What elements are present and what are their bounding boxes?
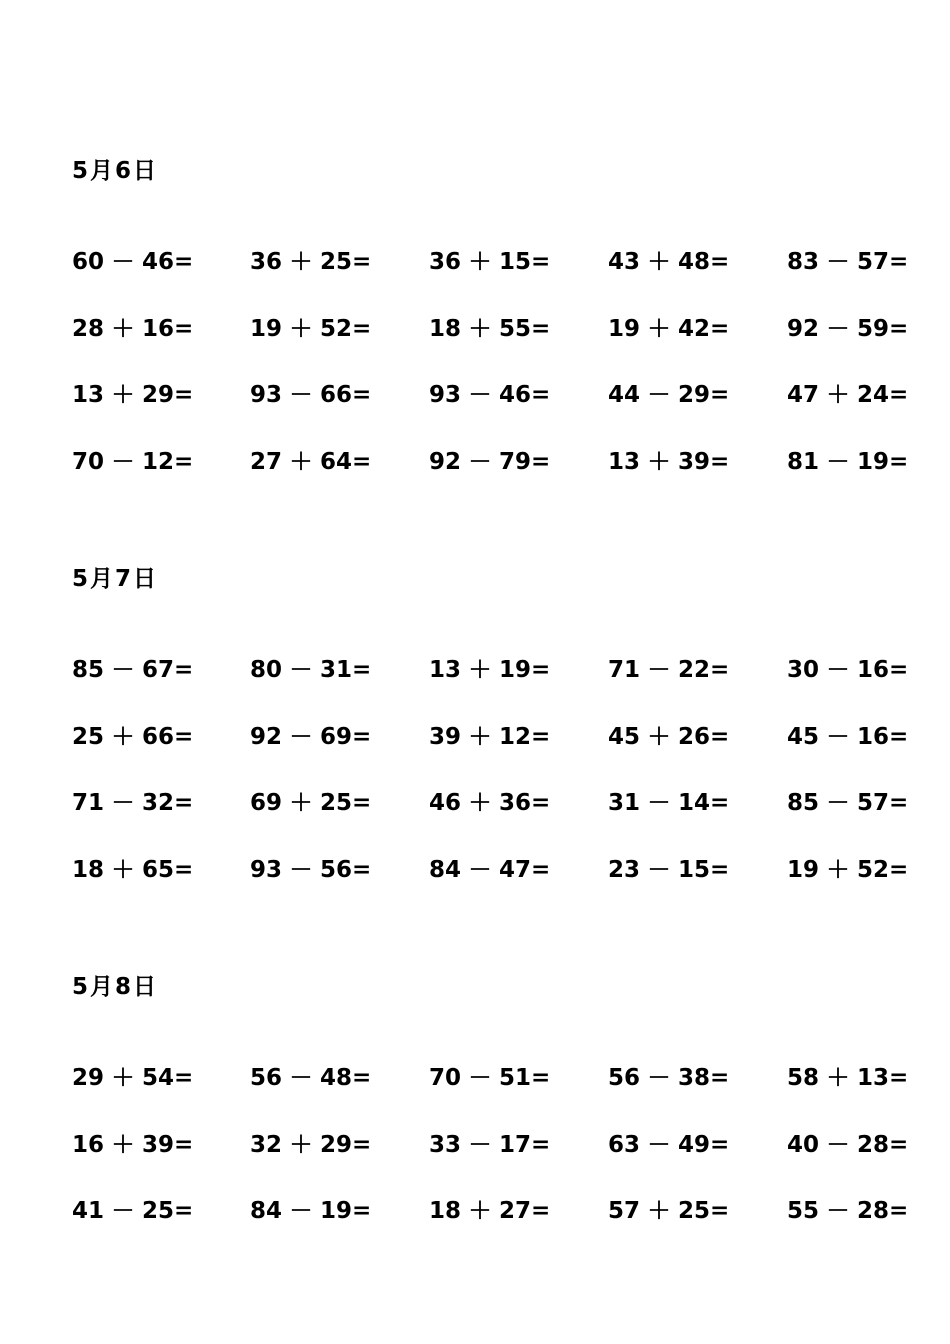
plus-sign: ＋ [289, 249, 313, 275]
plus-sign: ＋ [647, 1198, 671, 1225]
operand-b-equals: 17= [499, 1131, 551, 1158]
operand-b-equals: 39= [142, 1131, 194, 1158]
math-problem [72, 789, 193, 817]
operand-a: 43 [608, 249, 641, 275]
math-problem [250, 381, 371, 409]
plus-sign: ＋ [111, 1065, 135, 1091]
operand-a: 44 [608, 382, 641, 409]
minus-sign: － [826, 249, 850, 275]
operand-a: 93 [429, 382, 462, 409]
operand-b-equals: 57= [857, 249, 909, 275]
operand-b-equals: 46= [142, 249, 194, 275]
operand-a: 70 [72, 449, 105, 476]
operand-b-equals: 22= [678, 657, 730, 683]
section-date-title: 5月7日 [72, 566, 159, 592]
minus-sign: － [647, 657, 671, 683]
minus-sign: － [111, 249, 135, 275]
operand-a: 56 [250, 1065, 283, 1091]
operand-b-equals: 28= [857, 1131, 909, 1158]
operand-b-equals: 27= [499, 1198, 551, 1225]
operand-a: 19 [250, 315, 283, 342]
minus-sign: － [647, 1131, 671, 1158]
operand-a: 13 [72, 382, 105, 409]
operand-b-equals: 19= [499, 657, 551, 683]
operand-a: 93 [250, 857, 283, 884]
math-problem [787, 656, 908, 684]
operand-b-equals: 16= [142, 315, 194, 342]
operand-b-equals: 19= [857, 449, 909, 476]
operand-a: 39 [429, 723, 462, 750]
operand-b-equals: 56= [320, 857, 372, 884]
minus-sign: － [111, 1198, 135, 1225]
operand-a: 84 [250, 1198, 283, 1225]
math-problem [250, 1131, 371, 1159]
math-problem [72, 315, 193, 343]
math-problem [787, 448, 908, 476]
operand-b-equals: 55= [499, 315, 551, 342]
operand-a: 19 [608, 315, 641, 342]
operand-b-equals: 57= [857, 790, 909, 817]
math-problem [250, 1197, 371, 1225]
minus-sign: － [468, 449, 492, 476]
minus-sign: － [647, 790, 671, 817]
math-problem [787, 248, 908, 276]
operand-b-equals: 39= [678, 449, 730, 476]
operand-a: 85 [72, 657, 105, 683]
operand-a: 55 [787, 1198, 820, 1225]
operand-a: 92 [429, 449, 462, 476]
math-problem [429, 448, 550, 476]
minus-sign: － [468, 382, 492, 409]
operand-b-equals: 12= [499, 723, 551, 750]
operand-a: 40 [787, 1131, 820, 1158]
operand-a: 58 [787, 1065, 820, 1091]
math-problem [608, 315, 729, 343]
minus-sign: － [468, 857, 492, 884]
operand-a: 85 [787, 790, 820, 817]
operand-a: 36 [250, 249, 283, 275]
operand-b-equals: 13= [857, 1065, 909, 1091]
operand-b-equals: 14= [678, 790, 730, 817]
plus-sign: ＋ [468, 1198, 492, 1225]
operand-a: 84 [429, 857, 462, 884]
operand-a: 46 [429, 790, 462, 817]
minus-sign: － [289, 723, 313, 750]
operand-b-equals: 66= [142, 723, 194, 750]
math-problem [608, 381, 729, 409]
minus-sign: － [289, 1198, 313, 1225]
math-problem [787, 381, 908, 409]
math-problem [72, 1064, 193, 1092]
math-problem [72, 448, 193, 476]
operand-b-equals: 12= [142, 449, 194, 476]
operand-a: 71 [608, 657, 641, 683]
minus-sign: － [289, 382, 313, 409]
operand-b-equals: 19= [320, 1198, 372, 1225]
operand-a: 60 [72, 249, 105, 275]
operand-b-equals: 54= [142, 1065, 194, 1091]
operand-a: 13 [429, 657, 462, 683]
math-problem [250, 856, 371, 884]
math-problem [250, 656, 371, 684]
operand-a: 29 [72, 1065, 105, 1091]
operand-b-equals: 36= [499, 790, 551, 817]
section-date-title: 5月8日 [72, 974, 159, 1000]
plus-sign: ＋ [647, 449, 671, 476]
minus-sign: － [826, 657, 850, 683]
minus-sign: － [826, 1131, 850, 1158]
operand-b-equals: 59= [857, 315, 909, 342]
math-problem [429, 723, 550, 751]
plus-sign: ＋ [111, 723, 135, 750]
operand-b-equals: 31= [320, 657, 372, 683]
operand-a: 92 [787, 315, 820, 342]
plus-sign: ＋ [468, 315, 492, 342]
plus-sign: ＋ [289, 790, 313, 817]
plus-sign: ＋ [111, 382, 135, 409]
operand-a: 13 [608, 449, 641, 476]
operand-a: 81 [787, 449, 820, 476]
operand-b-equals: 32= [142, 790, 194, 817]
operand-a: 28 [72, 315, 105, 342]
math-problem [250, 448, 371, 476]
plus-sign: ＋ [826, 857, 850, 884]
math-problem [250, 723, 371, 751]
operand-a: 83 [787, 249, 820, 275]
plus-sign: ＋ [647, 723, 671, 750]
operand-b-equals: 64= [320, 449, 372, 476]
plus-sign: ＋ [289, 449, 313, 476]
math-problem [608, 856, 729, 884]
math-problem [429, 1197, 550, 1225]
math-problem [72, 1131, 193, 1159]
operand-b-equals: 47= [499, 857, 551, 884]
operand-a: 19 [787, 857, 820, 884]
minus-sign: － [289, 1065, 313, 1091]
operand-b-equals: 48= [320, 1065, 372, 1091]
operand-b-equals: 25= [320, 249, 372, 275]
operand-a: 56 [608, 1065, 641, 1091]
operand-b-equals: 67= [142, 657, 194, 683]
minus-sign: － [647, 857, 671, 884]
plus-sign: ＋ [468, 249, 492, 275]
math-problem [429, 381, 550, 409]
section-date-title: 5月6日 [72, 158, 159, 184]
operand-a: 18 [429, 315, 462, 342]
operand-b-equals: 38= [678, 1065, 730, 1091]
math-problem [608, 248, 729, 276]
math-problem [429, 856, 550, 884]
operand-a: 25 [72, 723, 105, 750]
math-problem [608, 656, 729, 684]
operand-a: 57 [608, 1198, 641, 1225]
operand-b-equals: 29= [320, 1131, 372, 1158]
math-problem [72, 656, 193, 684]
math-problem [608, 1197, 729, 1225]
operand-a: 32 [250, 1131, 283, 1158]
math-problem [72, 248, 193, 276]
operand-b-equals: 26= [678, 723, 730, 750]
math-problem [72, 723, 193, 751]
minus-sign: － [826, 1198, 850, 1225]
math-problem [429, 1064, 550, 1092]
minus-sign: － [826, 315, 850, 342]
math-problem [429, 656, 550, 684]
operand-a: 93 [250, 382, 283, 409]
minus-sign: － [111, 449, 135, 476]
operand-a: 33 [429, 1131, 462, 1158]
operand-a: 45 [608, 723, 641, 750]
math-problem [608, 723, 729, 751]
operand-b-equals: 25= [142, 1198, 194, 1225]
operand-b-equals: 46= [499, 382, 551, 409]
minus-sign: － [647, 1065, 671, 1091]
operand-b-equals: 25= [320, 790, 372, 817]
operand-b-equals: 66= [320, 382, 372, 409]
operand-b-equals: 16= [857, 657, 909, 683]
operand-a: 92 [250, 723, 283, 750]
minus-sign: － [289, 657, 313, 683]
operand-a: 31 [608, 790, 641, 817]
minus-sign: － [826, 790, 850, 817]
math-problem [787, 1197, 908, 1225]
math-problem [72, 381, 193, 409]
operand-a: 16 [72, 1131, 105, 1158]
plus-sign: ＋ [111, 1131, 135, 1158]
operand-a: 63 [608, 1131, 641, 1158]
operand-a: 30 [787, 657, 820, 683]
plus-sign: ＋ [111, 857, 135, 884]
operand-b-equals: 29= [678, 382, 730, 409]
math-problem [608, 448, 729, 476]
math-problem [608, 1131, 729, 1159]
math-problem [72, 1197, 193, 1225]
operand-a: 18 [429, 1198, 462, 1225]
operand-b-equals: 48= [678, 249, 730, 275]
operand-b-equals: 65= [142, 857, 194, 884]
math-problem [429, 248, 550, 276]
minus-sign: － [468, 1065, 492, 1091]
operand-a: 45 [787, 723, 820, 750]
math-problem [787, 1064, 908, 1092]
minus-sign: － [468, 1131, 492, 1158]
plus-sign: ＋ [647, 315, 671, 342]
math-problem [250, 248, 371, 276]
operand-a: 27 [250, 449, 283, 476]
operand-a: 70 [429, 1065, 462, 1091]
minus-sign: － [647, 382, 671, 409]
operand-b-equals: 79= [499, 449, 551, 476]
plus-sign: ＋ [468, 790, 492, 817]
math-problem [787, 856, 908, 884]
minus-sign: － [111, 790, 135, 817]
math-problem [72, 856, 193, 884]
operand-b-equals: 52= [320, 315, 372, 342]
plus-sign: ＋ [289, 1131, 313, 1158]
plus-sign: ＋ [826, 382, 850, 409]
operand-a: 23 [608, 857, 641, 884]
operand-b-equals: 28= [857, 1198, 909, 1225]
math-problem [787, 315, 908, 343]
math-problem [787, 789, 908, 817]
math-problem [250, 1064, 371, 1092]
operand-b-equals: 51= [499, 1065, 551, 1091]
operand-b-equals: 15= [499, 249, 551, 275]
plus-sign: ＋ [111, 315, 135, 342]
math-problem [608, 1064, 729, 1092]
operand-a: 71 [72, 790, 105, 817]
math-problem [429, 1131, 550, 1159]
minus-sign: － [826, 723, 850, 750]
operand-b-equals: 16= [857, 723, 909, 750]
operand-b-equals: 25= [678, 1198, 730, 1225]
operand-a: 47 [787, 382, 820, 409]
math-problem [429, 789, 550, 817]
minus-sign: － [826, 449, 850, 476]
minus-sign: － [289, 857, 313, 884]
plus-sign: ＋ [647, 249, 671, 275]
operand-a: 41 [72, 1198, 105, 1225]
math-problem [250, 315, 371, 343]
math-problem [787, 723, 908, 751]
operand-b-equals: 24= [857, 382, 909, 409]
minus-sign: － [111, 657, 135, 683]
math-problem [429, 315, 550, 343]
operand-a: 36 [429, 249, 462, 275]
operand-a: 69 [250, 790, 283, 817]
plus-sign: ＋ [468, 657, 492, 683]
operand-a: 80 [250, 657, 283, 683]
operand-b-equals: 29= [142, 382, 194, 409]
math-problem [250, 789, 371, 817]
operand-b-equals: 15= [678, 857, 730, 884]
operand-a: 18 [72, 857, 105, 884]
math-problem [787, 1131, 908, 1159]
operand-b-equals: 69= [320, 723, 372, 750]
operand-b-equals: 49= [678, 1131, 730, 1158]
plus-sign: ＋ [468, 723, 492, 750]
plus-sign: ＋ [826, 1065, 850, 1091]
operand-b-equals: 52= [857, 857, 909, 884]
math-problem [608, 789, 729, 817]
operand-b-equals: 42= [678, 315, 730, 342]
plus-sign: ＋ [289, 315, 313, 342]
